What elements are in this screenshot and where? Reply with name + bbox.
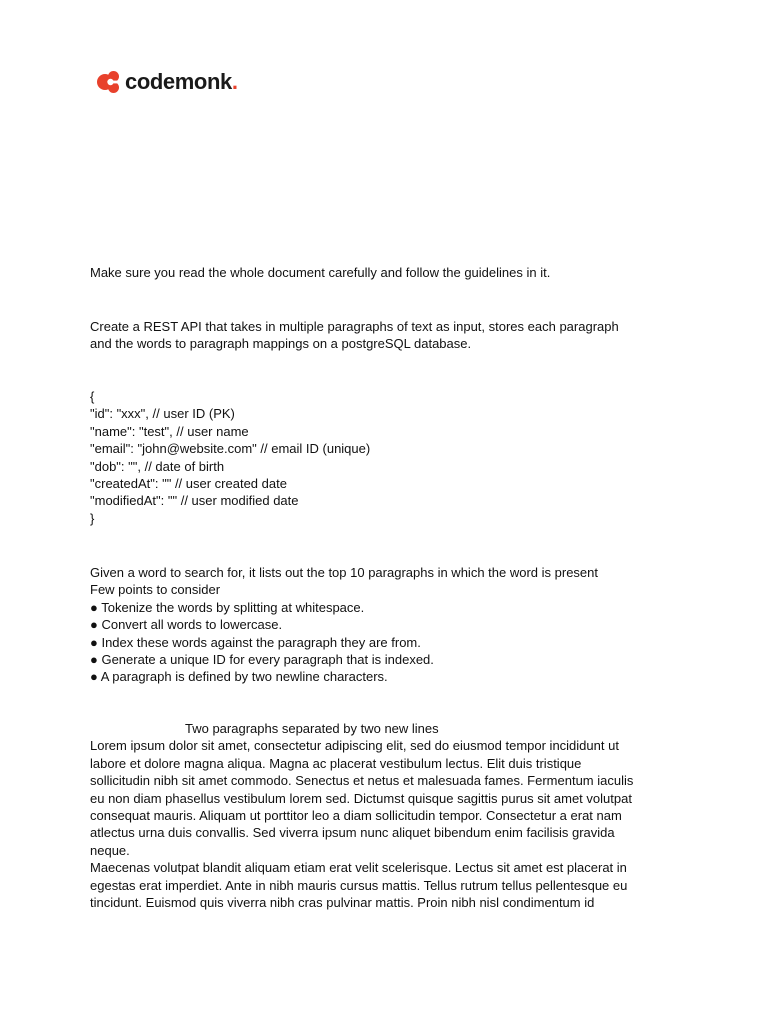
- schema-line: "email": "john@website.com" // email ID (unique): [90, 441, 371, 457]
- sample-section: [90, 720, 690, 911]
- bullet-point: ● Index these words against the paragraph they are from.: [90, 634, 421, 650]
- sample-line: Maecenas volutpat blandit aliquam etiam erat velit scelerisque. Lectus sit amet est placerat in: [90, 860, 627, 876]
- schema-line: }: [90, 510, 95, 526]
- schema-line: {: [90, 389, 95, 404]
- sample-line: labore et dolore magna aliqua. Magna ac placerat vestibulum lectus. Elit duis tristique: [90, 755, 582, 771]
- schema-line: "dob": "", // date of birth: [90, 458, 225, 474]
- schema-line: "name": "test", // user name: [90, 423, 249, 439]
- points-heading: Few points to consider: [90, 582, 221, 598]
- task-paragraph: [90, 318, 690, 353]
- sample-line: atlectus urna duis convallis. Sed viverra ipsum nunc aliquet bibendum enim facilisis gravida: [90, 825, 615, 841]
- search-intro: Given a word to search for, it lists out the top 10 paragraphs in which the word is present: [90, 565, 598, 580]
- sample-line: sollicitudin nibh sit amet commodo. Senectus et netus et malesuada fames. Fermentum iaculis: [90, 773, 634, 789]
- codemonk-logo: [96, 68, 238, 96]
- task-line: and the words to paragraph mappings on a postgreSQL database.: [90, 336, 472, 352]
- intro-paragraph: [90, 264, 690, 281]
- schema-block: [90, 388, 690, 527]
- sample-line: tincidunt. Euismod quis viverra nibh cras pulvinar mattis. Proin nibh nisl condimentum id: [90, 895, 595, 911]
- task-line: Create a REST API that takes in multiple paragraphs of text as input, stores each paragraph: [90, 319, 619, 334]
- sample-line: eu non diam phasellus vestibulum lorem sed. Dictumst quisque sagittis purus sit amet volutpat: [90, 790, 632, 806]
- codemonk-logo-icon: [96, 69, 122, 95]
- sample-line: consequat mauris. Aliquam ut porttitor leo a diam sollicitudin tempor. Consectetur a erat nam: [90, 808, 622, 824]
- sample-line: egestas erat imperdiet. Ante in nibh mauris cursus mattis. Tellus rutrum tellus pellentesque eu: [90, 877, 628, 893]
- schema-line: "modifiedAt": "" // user modified date: [90, 493, 299, 509]
- logo-wordmark: codemonk: [125, 69, 232, 94]
- schema-line: "createdAt": "" // user created date: [90, 476, 287, 492]
- schema-line: "id": "xxx", // user ID (PK): [90, 406, 235, 422]
- bullet-point: ● Convert all words to lowercase.: [90, 617, 283, 633]
- sample-line: neque.: [90, 842, 130, 858]
- sample-line: Lorem ipsum dolor sit amet, consectetur adipiscing elit, sed do eiusmod tempor incididunt ut: [90, 738, 619, 754]
- sample-heading: Two paragraphs separated by two new lines: [185, 721, 439, 736]
- intro-text: Make sure you read the whole document carefully and follow the guidelines in it.: [90, 265, 551, 280]
- bullet-point: ● A paragraph is defined by two newline characters.: [90, 669, 388, 685]
- search-section: [90, 564, 690, 686]
- bullet-point: ● Tokenize the words by splitting at whitespace.: [90, 599, 365, 615]
- logo-dot: .: [231, 69, 238, 94]
- bullet-point: ● Generate a unique ID for every paragraph that is indexed.: [90, 652, 434, 668]
